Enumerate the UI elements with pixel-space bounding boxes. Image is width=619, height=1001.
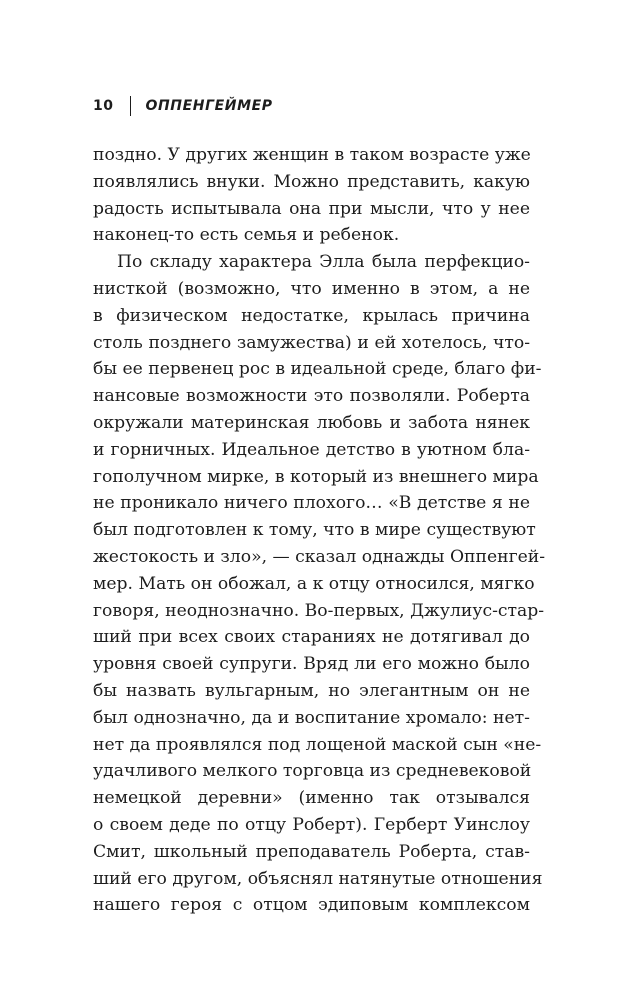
text-line: ший при всех своих стараниях не дотягивал до: [93, 627, 530, 648]
text-line: удачливого мелкого торговца из средневековой: [93, 761, 532, 782]
text-line: окружали материнская любовь и забота нянек: [93, 412, 530, 433]
text-line: мер. Мать он обожал, а к отцу относился, мягко: [93, 573, 535, 594]
text-line: был подготовлен к тому, что в мире существуют: [93, 520, 536, 541]
text-line: о своем деде по отцу Роберт). Герберт Уинслоу: [93, 814, 530, 835]
text-line: появлялись внуки. Можно представить, какую: [93, 171, 530, 192]
text-line: гополучном мирке, в который из внешнего мира: [93, 466, 539, 487]
text-line: жестокость и зло», — сказал однажды Оппенгей-: [93, 546, 546, 567]
header-divider: [130, 96, 131, 116]
text-line: бы назвать вульгарным, но элегантным он не: [93, 680, 530, 701]
book-title: ОППЕНГЕЙМЕР: [145, 98, 273, 114]
page-number: 10: [93, 98, 114, 114]
text-line: наконец-то есть семья и ребенок.: [93, 225, 400, 246]
text-line: нисткой (возможно, что именно в этом, а не: [93, 278, 530, 299]
text-line: нансовые возможности это позволяли. Роберта: [93, 386, 530, 407]
text-line: поздно. У других женщин в таком возрасте уже: [93, 145, 531, 165]
text-line: и горничных. Идеальное детство в уютном бла-: [93, 439, 530, 460]
running-head: [93, 96, 273, 116]
text-line: По складу характера Элла была перфекцио-: [117, 252, 530, 273]
text-line: столь позднего замужества) и ей хотелось, что-: [93, 332, 530, 353]
text-line: Смит, школьный преподаватель Роберта, став-: [93, 841, 530, 862]
text-line: не проникало ничего плохого… «В детстве я не: [93, 493, 530, 514]
text-line: нет да проявлялся под лощеной маской сын «не-: [93, 734, 542, 755]
text-line: нашего героя с отцом эдиповым комплексом: [93, 895, 530, 916]
text-line: уровня своей супруги. Вряд ли его можно было: [93, 654, 530, 675]
text-line: ший его другом, объяснял натянутые отношения: [93, 868, 543, 889]
text-line: бы ее первенец рос в идеальной среде, благо фи-: [93, 359, 542, 380]
text-line: говоря, неоднозначно. Во-первых, Джулиус-стар-: [93, 600, 545, 621]
text-line: в физическом недостатке, крылась причина: [93, 305, 530, 326]
text-line: был однозначно, да и воспитание хромало: нет-: [93, 707, 530, 728]
text-line: радость испытывала она при мысли, что у нее: [93, 198, 530, 219]
body-text: [93, 142, 546, 919]
text-line: немецкой деревни» (именно так отзывался: [93, 788, 530, 809]
